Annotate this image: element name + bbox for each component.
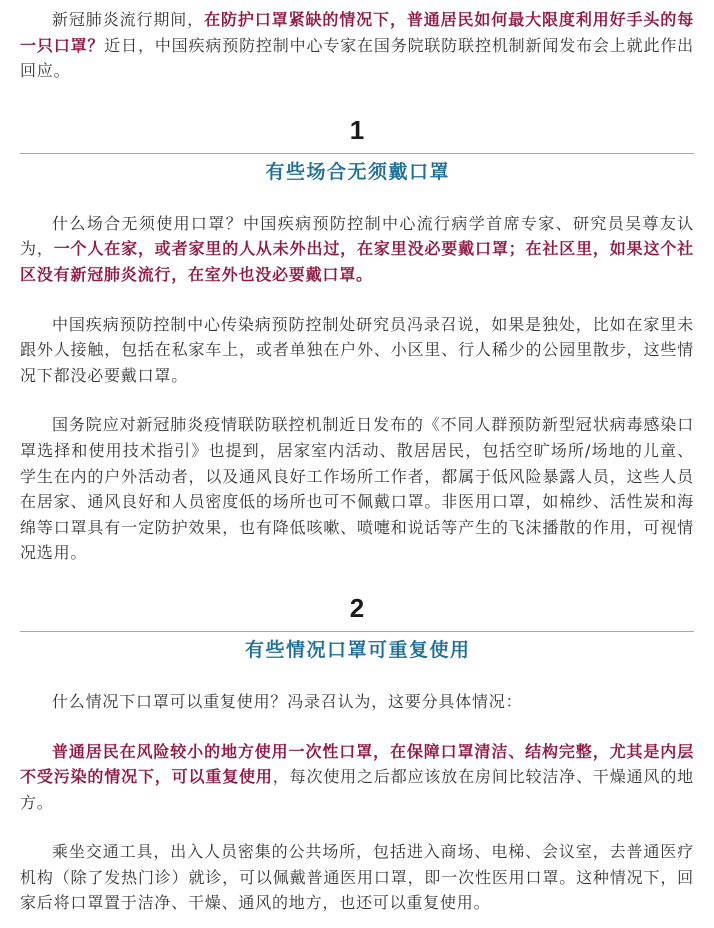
section-1	[20, 115, 694, 566]
section-body	[20, 689, 694, 916]
paragraph-text: 什么情况下口罩可以重复使用？冯录召认为，这要分具体情况：	[52, 691, 523, 711]
paragraph	[20, 839, 694, 916]
intro-trailing-text: 近日，中国疾病预防控制中心专家在国务院联防联控机制新闻发布会上就此作出回应。	[20, 35, 694, 81]
section-divider	[20, 153, 694, 154]
section-2	[20, 593, 694, 916]
highlighted-text: 一个人在家，或者家里的人从未外出过，在家里没必要戴口罩；在社区里，如果这个社区没有新冠肺炎流行，在室外也没必要戴口罩。	[20, 239, 694, 284]
paragraph	[20, 689, 694, 715]
section-heading: 有些情况口罩可重复使用	[244, 638, 471, 661]
section-number: 1	[349, 114, 365, 145]
paragraph	[20, 312, 694, 389]
paragraph-text: 乘坐交通工具，出入人员密集的公共场所，包括进入商场、电梯、会议室，去普通医疗机构（除了发热门诊）就诊，可以佩戴普通医用口罩，即一次性医用口罩。这种情况下，回家后将口罩置于洁净、干燥、通风的地方，也还可以重复使用。	[20, 842, 694, 913]
paragraph-text: ，每次使用之后都应该放在房间比较洁净、干燥通风的地方。	[20, 767, 694, 812]
intro-lead-text: 新冠肺炎流行期间，	[52, 10, 205, 29]
paragraph-text: 中国疾病预防控制中心传染病预防控制处研究员冯录召说，如果是独处，比如在家里未跟外人接触，包括在私家车上，或者单独在户外、小区里、行人稀少的公园里散步，这些情况下都没必要戴口罩。	[20, 314, 694, 385]
intro-highlighted-question: 在防护口罩紧缺的情况下，普通居民如何最大限度利用好手头的每一只口罩？	[20, 10, 694, 55]
section-body	[20, 211, 694, 566]
paragraph	[20, 739, 694, 816]
paragraph	[20, 412, 694, 566]
section-number: 2	[349, 592, 365, 623]
paragraph	[20, 211, 694, 288]
section-heading: 有些场合无须戴口罩	[265, 160, 450, 183]
paragraph-text: 国务院应对新冠肺炎疫情联防联控机制近日发布的《不同人群预防新型冠状病毒感染口罩选择和使用技术指引》也提到，居家室内活动、散居居民，包括空旷场所/场地的儿童、学生在内的户外活动者，以及通风良好工作场所工作者，都属于低风险暴露人员，这些人员在居家、通风良好和人员密度低的场所也可不佩戴口罩。非医用口罩，如棉纱、活性炭和海绵等口罩具有一定防护效果，也有降低咳嗽、喷嚏和说话等产生的飞沫播散的作用，可视情况选用。	[20, 415, 694, 563]
highlighted-text: 普通居民在风险较小的地方使用一次性口罩，在保障口罩清洁、结构完整，尤其是内层不受污染的情况下，可以重复使用	[20, 741, 694, 787]
section-divider	[20, 631, 694, 632]
intro-paragraph	[20, 7, 694, 84]
paragraph-text: 什么场合无须使用口罩？中国疾病预防控制中心流行病学首席专家、研究员吴尊友认为，	[20, 213, 694, 259]
